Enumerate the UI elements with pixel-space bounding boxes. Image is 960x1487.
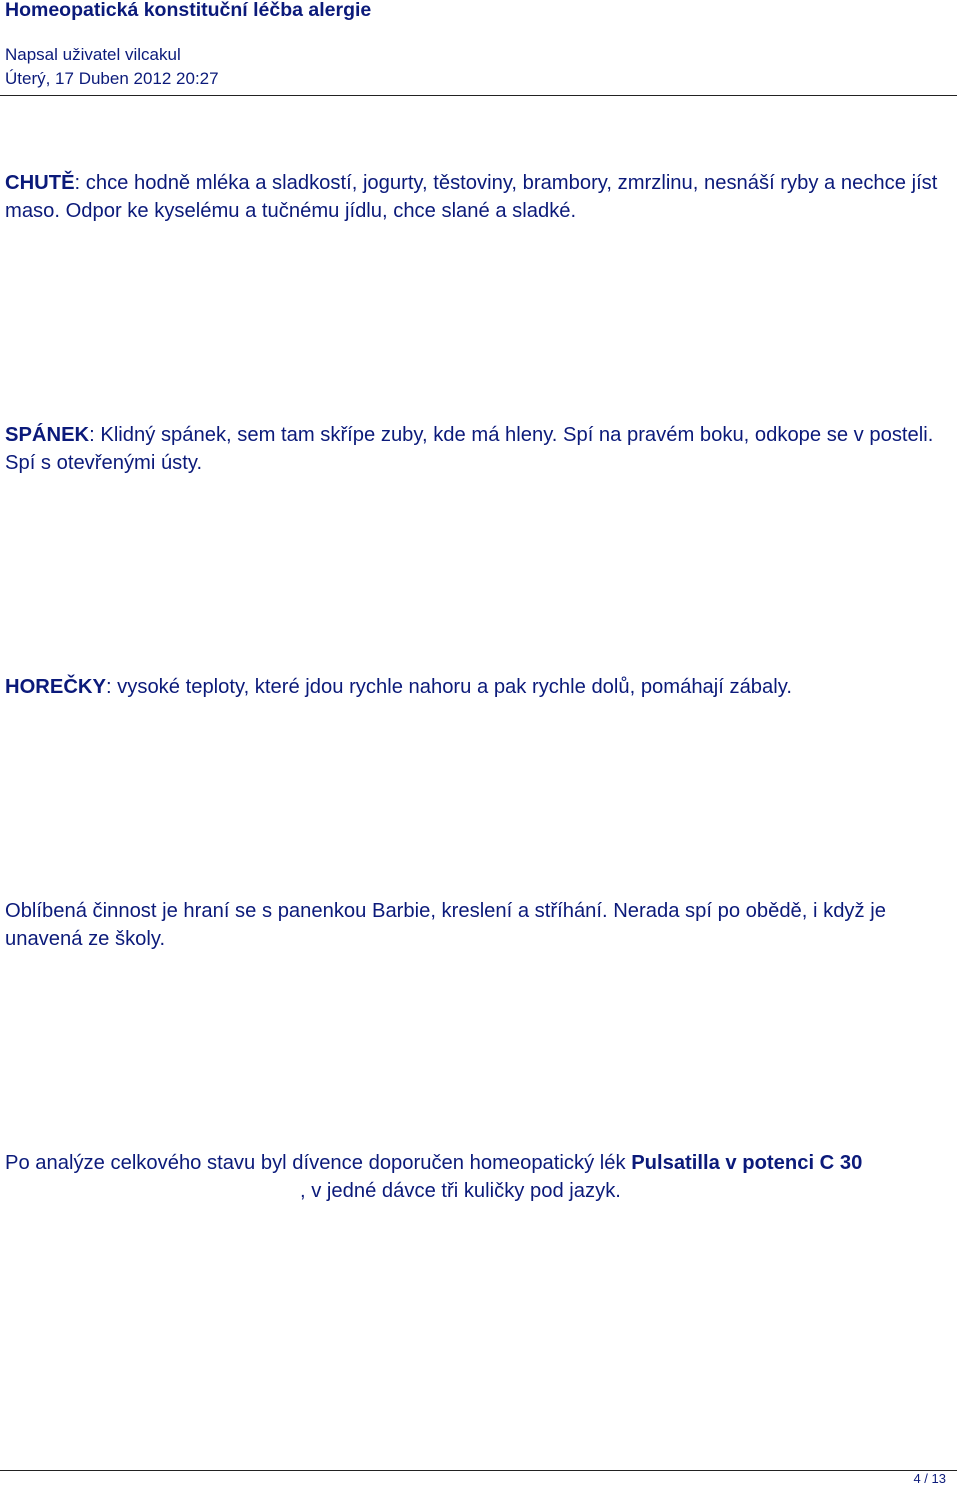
paragraph-chute	[5, 169, 950, 225]
paragraph-text: : chce hodně mléka a sladkostí, jogurty, těstoviny, brambory, zmrzlinu, nesnáší ryby a nechce jíst maso. Odpor ke kyselému a tučnému jídlu, chce slané a sladké.	[5, 172, 938, 222]
author-line: Napsal uživatel vilcakul	[5, 45, 181, 64]
header-divider	[0, 95, 957, 96]
paragraph-label: SPÁNEK	[5, 424, 90, 446]
paragraph-cinnost	[5, 897, 950, 953]
paragraph-label: CHUTĚ	[5, 172, 75, 194]
paragraph-text: : Klidný spánek, sem tam skřípe zuby, kde má hleny. Spí na pravém boku, odkope se v posteli. Spí s otevřenými ústy.	[5, 424, 934, 474]
remedy-name: Pulsatilla v potenci C 30	[631, 1152, 863, 1174]
footer-divider	[0, 1470, 957, 1471]
paragraph-text: Po analýze celkového stavu byl dívence doporučen homeopatický lék	[5, 1152, 632, 1174]
page-number: 4 / 13	[913, 1471, 946, 1486]
paragraph-horecky	[5, 673, 950, 701]
paragraph-text: : vysoké teploty, které jdou rychle nahoru a pak rychle dolů, pomáhají zábaly.	[105, 676, 792, 698]
paragraph-text: Oblíbená činnost je hraní se s panenkou Barbie, kreslení a stříhání. Nerada spí po obědě, i když je unavená ze školy.	[5, 900, 886, 950]
paragraph-spanek	[5, 421, 950, 477]
date-line: Úterý, 17 Duben 2012 20:27	[5, 69, 219, 88]
paragraph-lek	[5, 1149, 950, 1205]
paragraph-text: , v jedné dávce tři kuličky pod jazyk.	[300, 1180, 621, 1202]
page-title: Homeopatická konstituční léčba alergie	[5, 0, 372, 21]
paragraph-label: HOREČKY	[5, 676, 106, 698]
